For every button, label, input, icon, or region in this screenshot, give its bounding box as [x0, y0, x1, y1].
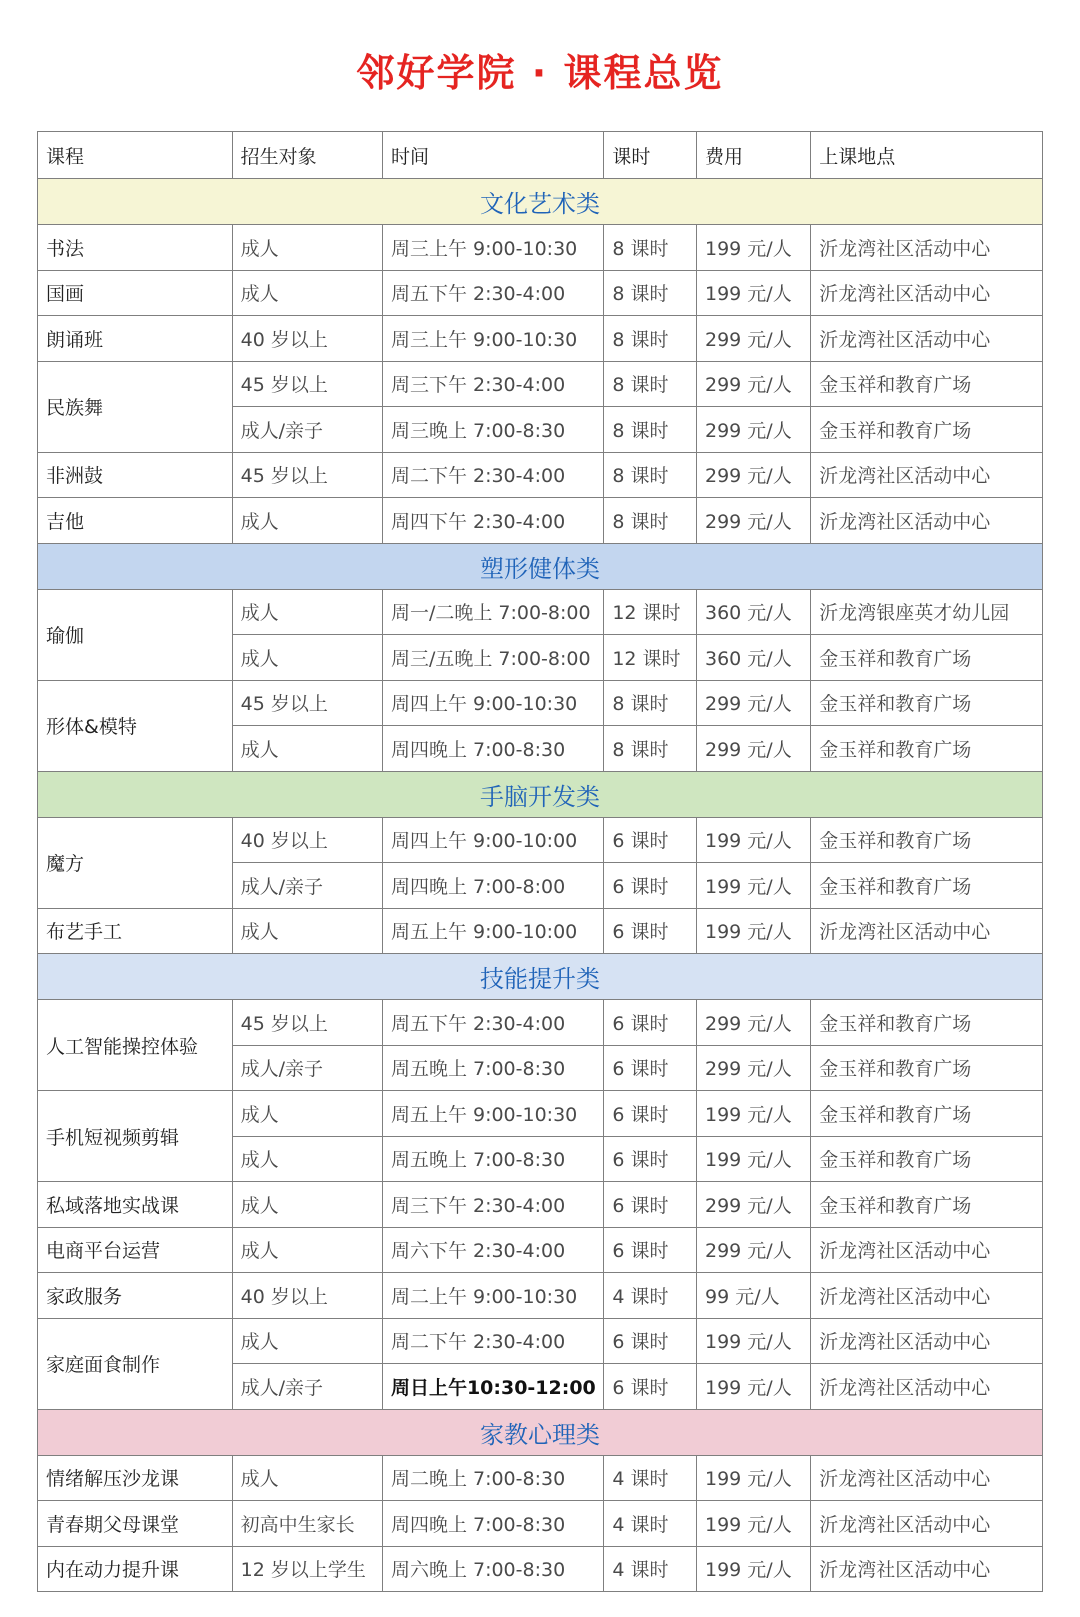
enroll-target: 12 岁以上学生	[232, 1546, 382, 1592]
class-hours: 4 课时	[604, 1273, 697, 1319]
class-fee: 299 元/人	[696, 316, 810, 362]
class-hours: 12 课时	[604, 635, 697, 681]
enroll-target: 45 岁以上	[232, 1000, 382, 1046]
class-time: 周三下午 2:30-4:00	[382, 361, 603, 407]
course-name: 情绪解压沙龙课	[38, 1455, 233, 1501]
table-row	[38, 1273, 1043, 1319]
class-hours: 8 课时	[604, 225, 697, 271]
class-fee: 299 元/人	[696, 407, 810, 453]
class-place: 金玉祥和教育广场	[811, 680, 1043, 726]
class-place: 沂龙湾社区活动中心	[811, 1318, 1043, 1364]
enroll-target: 40 岁以上	[232, 316, 382, 362]
class-place: 金玉祥和教育广场	[811, 1091, 1043, 1137]
class-time: 周六下午 2:30-4:00	[382, 1227, 603, 1273]
category-row	[38, 179, 1043, 225]
class-hours: 8 课时	[604, 361, 697, 407]
class-time: 周五晚上 7:00-8:30	[382, 1136, 603, 1182]
enroll-target: 成人	[232, 1091, 382, 1137]
class-place: 金玉祥和教育广场	[811, 726, 1043, 772]
class-place: 沂龙湾社区活动中心	[811, 1546, 1043, 1592]
class-hours: 6 课时	[604, 1318, 697, 1364]
class-fee: 199 元/人	[696, 1546, 810, 1592]
category-row	[38, 543, 1043, 589]
header-target: 招生对象	[232, 132, 382, 179]
class-time: 周四晚上 7:00-8:30	[382, 1501, 603, 1547]
class-time: 周三/五晚上 7:00-8:00	[382, 635, 603, 681]
header-time: 时间	[382, 132, 603, 179]
enroll-target: 成人/亲子	[232, 1364, 382, 1410]
class-time: 周三下午 2:30-4:00	[382, 1182, 603, 1228]
table-row	[38, 1455, 1043, 1501]
table-row	[38, 1546, 1043, 1592]
class-time: 周四上午 9:00-10:30	[382, 680, 603, 726]
class-hours: 8 课时	[604, 270, 697, 316]
enroll-target: 成人	[232, 1455, 382, 1501]
course-name: 非洲鼓	[38, 452, 233, 498]
table-row	[38, 225, 1043, 271]
enroll-target: 成人	[232, 908, 382, 954]
class-fee: 99 元/人	[696, 1273, 810, 1319]
course-name: 瑜伽	[38, 589, 233, 680]
class-fee: 299 元/人	[696, 452, 810, 498]
class-time: 周三上午 9:00-10:30	[382, 225, 603, 271]
class-time: 周二下午 2:30-4:00	[382, 1318, 603, 1364]
class-time: 周二下午 2:30-4:00	[382, 452, 603, 498]
table-row	[38, 817, 1043, 863]
page-title: 邻好学院 · 课程总览	[356, 51, 724, 95]
course-name: 电商平台运营	[38, 1227, 233, 1273]
class-fee: 199 元/人	[696, 1455, 810, 1501]
class-hours: 8 课时	[604, 498, 697, 544]
enroll-target: 45 岁以上	[232, 361, 382, 407]
table-row	[38, 908, 1043, 954]
class-time: 周五上午 9:00-10:30	[382, 1091, 603, 1137]
class-fee: 199 元/人	[696, 1501, 810, 1547]
class-place: 沂龙湾社区活动中心	[811, 316, 1043, 362]
class-hours: 4 课时	[604, 1546, 697, 1592]
header-place: 上课地点	[811, 132, 1043, 179]
enroll-target: 成人	[232, 1182, 382, 1228]
table-row	[38, 316, 1043, 362]
class-fee: 299 元/人	[696, 680, 810, 726]
class-place: 金玉祥和教育广场	[811, 407, 1043, 453]
class-place: 沂龙湾银座英才幼儿园	[811, 589, 1043, 635]
class-fee: 199 元/人	[696, 1318, 810, 1364]
course-table	[37, 131, 1043, 1592]
class-place: 金玉祥和教育广场	[811, 635, 1043, 681]
course-name: 人工智能操控体验	[38, 1000, 233, 1091]
enroll-target: 成人	[232, 225, 382, 271]
enroll-target: 初高中生家长	[232, 1501, 382, 1547]
class-place: 金玉祥和教育广场	[811, 817, 1043, 863]
table-body	[38, 179, 1043, 1592]
class-fee: 199 元/人	[696, 270, 810, 316]
class-fee: 299 元/人	[696, 498, 810, 544]
class-fee: 299 元/人	[696, 1227, 810, 1273]
category-title: 家教心理类	[38, 1409, 1043, 1455]
table-row	[38, 1227, 1043, 1273]
class-place: 沂龙湾社区活动中心	[811, 1273, 1043, 1319]
course-name: 书法	[38, 225, 233, 271]
table-row	[38, 498, 1043, 544]
class-fee: 199 元/人	[696, 908, 810, 954]
class-fee: 360 元/人	[696, 635, 810, 681]
header-fee: 费用	[696, 132, 810, 179]
enroll-target: 成人	[232, 1136, 382, 1182]
class-time: 周五上午 9:00-10:00	[382, 908, 603, 954]
header-hours: 课时	[604, 132, 697, 179]
enroll-target: 45 岁以上	[232, 452, 382, 498]
class-fee: 199 元/人	[696, 817, 810, 863]
class-place: 沂龙湾社区活动中心	[811, 1455, 1043, 1501]
class-hours: 6 课时	[604, 1182, 697, 1228]
class-hours: 8 课时	[604, 316, 697, 362]
table-header-row	[38, 132, 1043, 179]
table-row	[38, 589, 1043, 635]
table-row	[38, 452, 1043, 498]
class-hours: 6 课时	[604, 1136, 697, 1182]
class-time: 周二上午 9:00-10:30	[382, 1273, 603, 1319]
class-hours: 6 课时	[604, 1091, 697, 1137]
category-title: 手脑开发类	[38, 771, 1043, 817]
class-hours: 8 课时	[604, 726, 697, 772]
class-hours: 6 课时	[604, 1045, 697, 1091]
table-row	[38, 1182, 1043, 1228]
table-row	[38, 361, 1043, 407]
category-title: 文化艺术类	[38, 179, 1043, 225]
class-fee: 299 元/人	[696, 1000, 810, 1046]
class-time: 周四晚上 7:00-8:30	[382, 726, 603, 772]
course-name: 魔方	[38, 817, 233, 908]
class-place: 沂龙湾社区活动中心	[811, 1501, 1043, 1547]
enroll-target: 成人/亲子	[232, 863, 382, 909]
class-hours: 6 课时	[604, 908, 697, 954]
enroll-target: 成人	[232, 270, 382, 316]
class-place: 沂龙湾社区活动中心	[811, 270, 1043, 316]
class-hours: 6 课时	[604, 1364, 697, 1410]
course-name: 吉他	[38, 498, 233, 544]
class-place: 沂龙湾社区活动中心	[811, 908, 1043, 954]
course-name: 家庭面食制作	[38, 1318, 233, 1409]
enroll-target: 成人/亲子	[232, 407, 382, 453]
class-place: 沂龙湾社区活动中心	[811, 452, 1043, 498]
category-row	[38, 1409, 1043, 1455]
enroll-target: 成人	[232, 589, 382, 635]
course-name: 国画	[38, 270, 233, 316]
class-time: 周四上午 9:00-10:00	[382, 817, 603, 863]
course-name: 民族舞	[38, 361, 233, 452]
table-row	[38, 270, 1043, 316]
class-time: 周六晚上 7:00-8:30	[382, 1546, 603, 1592]
class-fee: 299 元/人	[696, 726, 810, 772]
course-name: 家政服务	[38, 1273, 233, 1319]
class-time: 周三上午 9:00-10:30	[382, 316, 603, 362]
class-hours: 8 课时	[604, 407, 697, 453]
enroll-target: 成人	[232, 635, 382, 681]
class-time: 周一/二晚上 7:00-8:00	[382, 589, 603, 635]
class-hours: 6 课时	[604, 1227, 697, 1273]
class-fee: 360 元/人	[696, 589, 810, 635]
category-row	[38, 954, 1043, 1000]
class-place: 金玉祥和教育广场	[811, 361, 1043, 407]
class-place: 金玉祥和教育广场	[811, 863, 1043, 909]
class-fee: 199 元/人	[696, 1091, 810, 1137]
course-name: 青春期父母课堂	[38, 1501, 233, 1547]
table-row	[38, 1501, 1043, 1547]
table-row	[38, 680, 1043, 726]
class-time: 周三晚上 7:00-8:30	[382, 407, 603, 453]
table-row	[38, 1091, 1043, 1137]
class-place: 沂龙湾社区活动中心	[811, 498, 1043, 544]
class-hours: 6 课时	[604, 1000, 697, 1046]
table-row	[38, 1318, 1043, 1364]
course-name: 手机短视频剪辑	[38, 1091, 233, 1182]
category-row	[38, 771, 1043, 817]
enroll-target: 40 岁以上	[232, 1273, 382, 1319]
class-place: 沂龙湾社区活动中心	[811, 225, 1043, 271]
course-name: 内在动力提升课	[38, 1546, 233, 1592]
enroll-target: 成人	[232, 1227, 382, 1273]
class-fee: 299 元/人	[696, 1182, 810, 1228]
class-hours: 6 课时	[604, 863, 697, 909]
class-time: 周五下午 2:30-4:00	[382, 1000, 603, 1046]
enroll-target: 成人/亲子	[232, 1045, 382, 1091]
class-place: 金玉祥和教育广场	[811, 1136, 1043, 1182]
class-fee: 199 元/人	[696, 863, 810, 909]
course-name: 形体&模特	[38, 680, 233, 771]
enroll-target: 45 岁以上	[232, 680, 382, 726]
class-hours: 12 课时	[604, 589, 697, 635]
class-place: 沂龙湾社区活动中心	[811, 1227, 1043, 1273]
class-fee: 199 元/人	[696, 225, 810, 271]
class-fee: 299 元/人	[696, 361, 810, 407]
class-place: 金玉祥和教育广场	[811, 1182, 1043, 1228]
class-time: 周四下午 2:30-4:00	[382, 498, 603, 544]
class-hours: 8 课时	[604, 680, 697, 726]
class-fee: 199 元/人	[696, 1364, 810, 1410]
class-time: 周二晚上 7:00-8:30	[382, 1455, 603, 1501]
enroll-target: 成人	[232, 726, 382, 772]
class-time: 周日上午10:30-12:00	[382, 1364, 603, 1410]
header-course: 课程	[38, 132, 233, 179]
class-hours: 6 课时	[604, 817, 697, 863]
class-fee: 199 元/人	[696, 1136, 810, 1182]
class-time: 周四晚上 7:00-8:00	[382, 863, 603, 909]
table-row	[38, 1000, 1043, 1046]
course-name: 私域落地实战课	[38, 1182, 233, 1228]
class-time: 周五晚上 7:00-8:30	[382, 1045, 603, 1091]
enroll-target: 成人	[232, 1318, 382, 1364]
class-hours: 4 课时	[604, 1455, 697, 1501]
class-place: 金玉祥和教育广场	[811, 1000, 1043, 1046]
class-place: 沂龙湾社区活动中心	[811, 1364, 1043, 1410]
course-name: 朗诵班	[38, 316, 233, 362]
course-name: 布艺手工	[38, 908, 233, 954]
class-fee: 299 元/人	[696, 1045, 810, 1091]
class-time: 周五下午 2:30-4:00	[382, 270, 603, 316]
class-hours: 4 课时	[604, 1501, 697, 1547]
enroll-target: 成人	[232, 498, 382, 544]
class-place: 金玉祥和教育广场	[811, 1045, 1043, 1091]
enroll-target: 40 岁以上	[232, 817, 382, 863]
class-hours: 8 课时	[604, 452, 697, 498]
category-title: 技能提升类	[38, 954, 1043, 1000]
category-title: 塑形健体类	[38, 543, 1043, 589]
